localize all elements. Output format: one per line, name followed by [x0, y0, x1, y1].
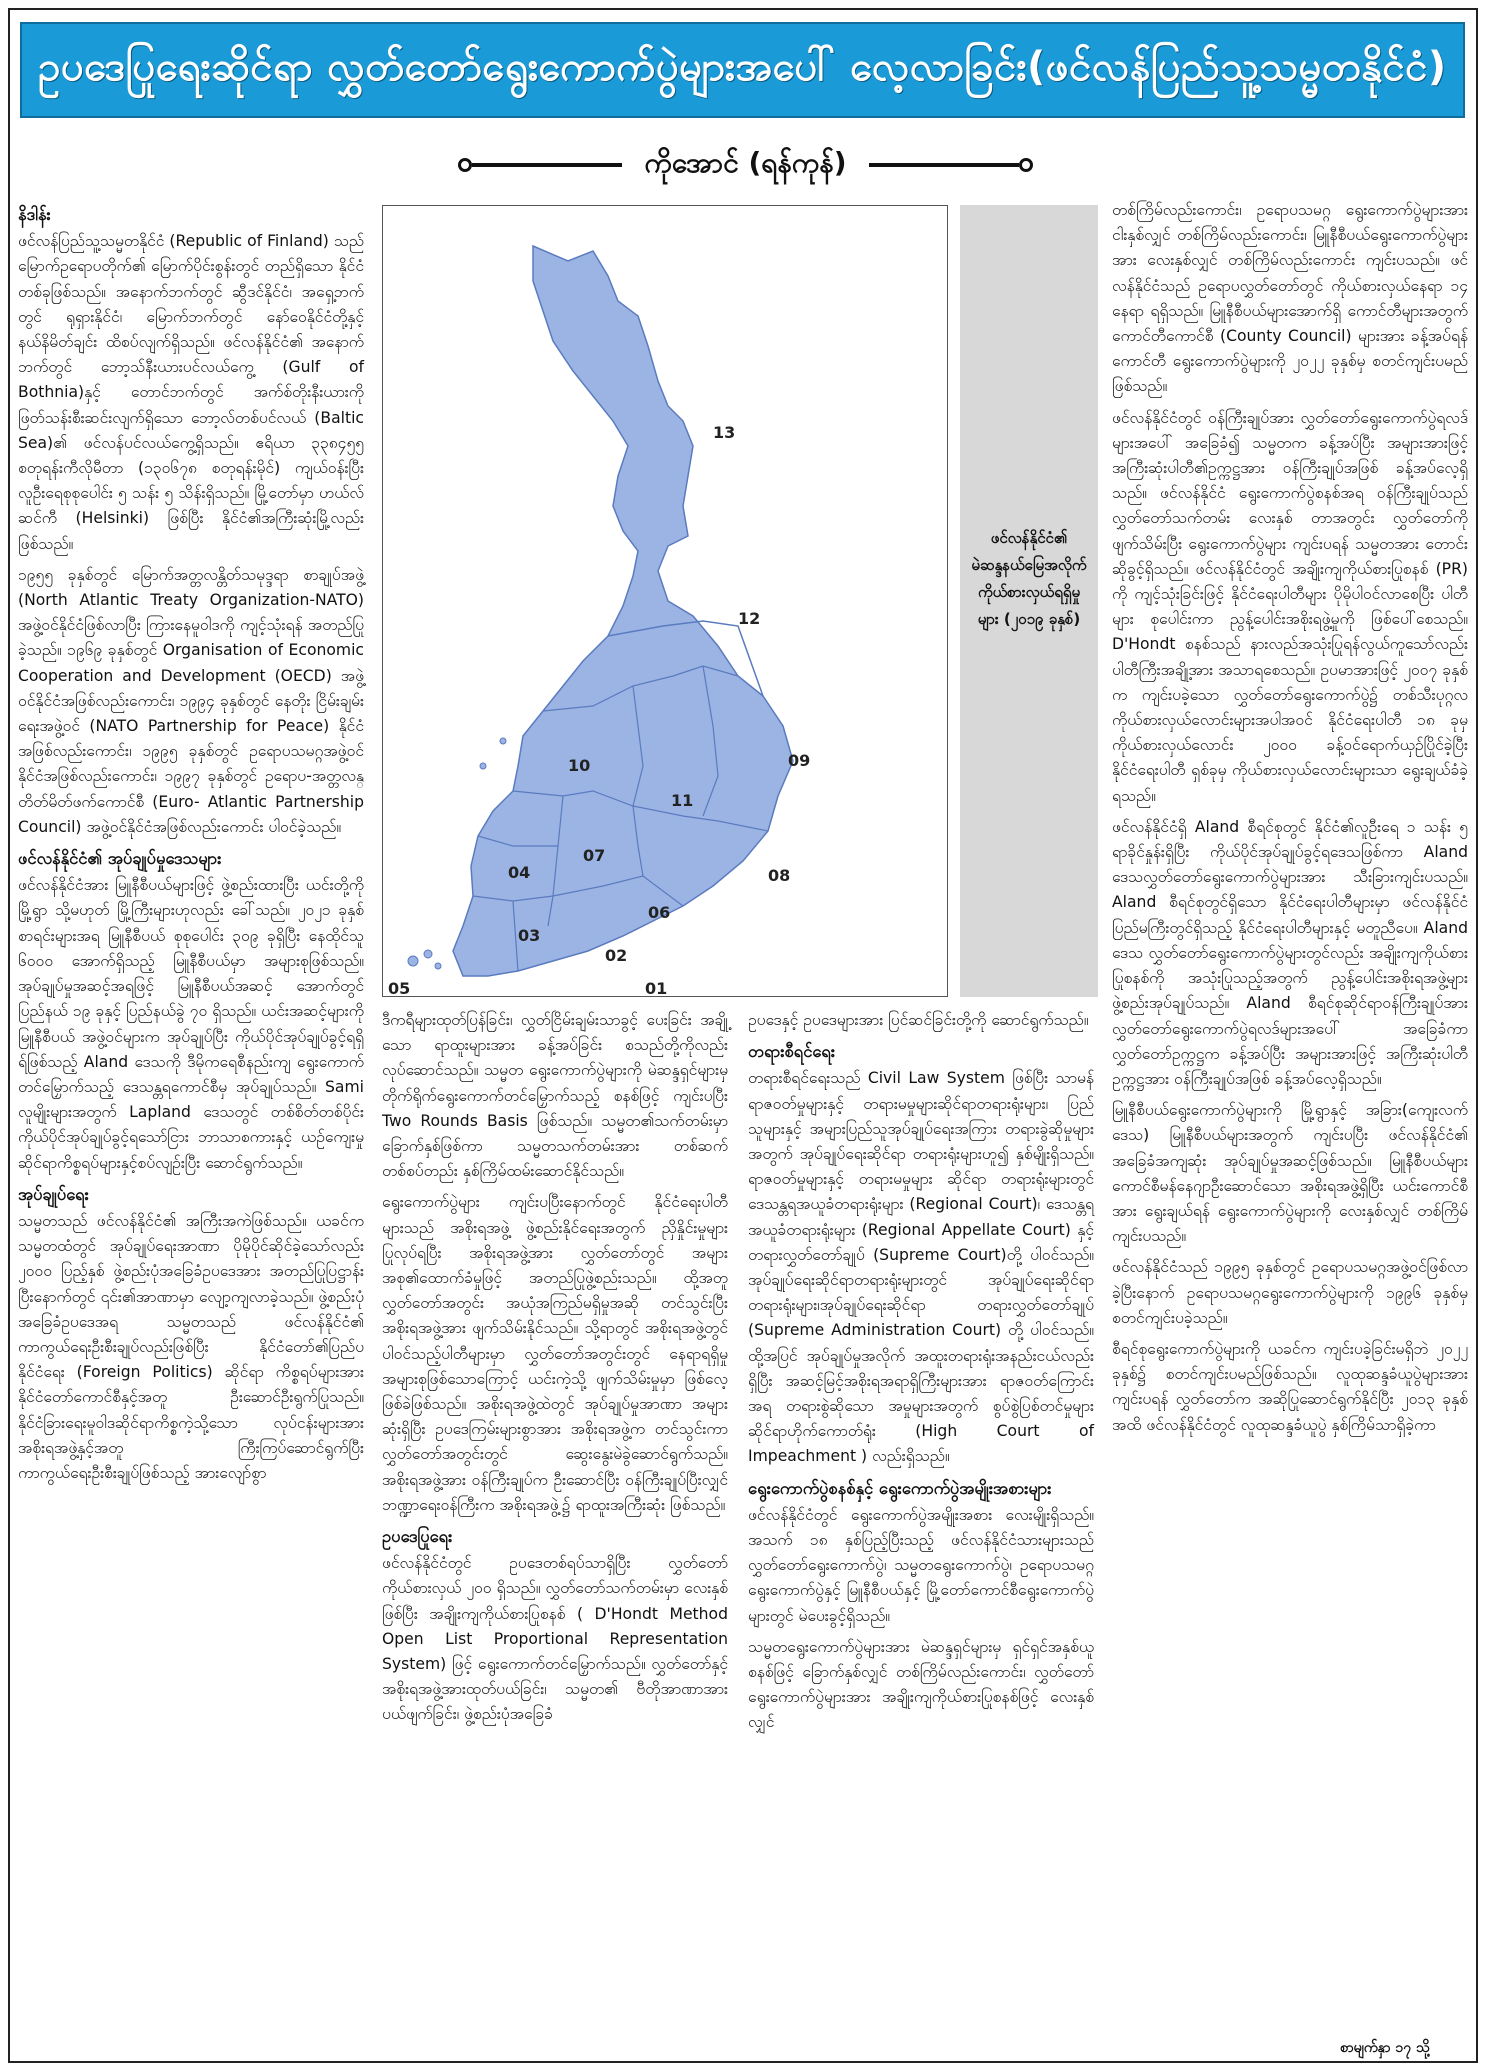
- section-heading: ရွေးကောက်ပွဲစနစ်နှင့် ရွေးကောက်ပွဲအမျိုးအစားများ: [748, 1478, 1052, 1498]
- text-column-4: [1112, 198, 1468, 1444]
- byline: [0, 140, 1491, 190]
- district-label-01: 01: [645, 979, 668, 998]
- district-label-11: 11: [671, 791, 694, 810]
- district-label-07: 07: [583, 846, 606, 865]
- title-banner: [20, 22, 1465, 118]
- paragraph: ဒီကရီများထုတ်ပြန်ခြင်း၊ လွှတ်ငြိမ်းချမ်းသာခွင့် ပေးခြင်း အချို့သော ရာထူးများအား ခန့်အပ်ခြင်း စသည်တို့ကိုလည်း လုပ်ဆောင်သည်။ သမ္မတ ရွေးကောက်ပွဲများကို မဲဆန္ဒရှင်များမှ တိုက်ရိုက်ရွေးကောက်တင်မြှောက်သည့် စနစ်ဖြင့် ကျင်းပပြီး Two Rounds Basis ဖြစ်သည်။ သမ္မတ၏သက်တမ်းမှာ ခြောက်နှစ်ဖြစ်ကာ သမ္မတသက်တမ်းအား တစ်ဆက်တစ်စပ်တည်း နှစ်ကြိမ်ထမ်းဆောင်နိုင်သည်။: [382, 1011, 728, 1181]
- paragraph: ဥပဒေနှင့် ဥပဒေများအား ပြင်ဆင်ခြင်းတို့ကို ဆောင်ရွက်သည်။: [748, 1011, 1089, 1029]
- paragraph: စီရင်စုရွေးကောက်ပွဲများကို ယခင်က ကျင်းပခဲ့ခြင်းမရှိဘဲ ၂၀၂၂ ခုနှစ်၌ စတင်ကျင်းပမည်ဖြစ်သည်။ လူထုဆန္ဒခံယူပွဲများအား ကျင်းပရန် လွှတ်တော်က အဆိုပြုဆောင်ရွက်နိုင်ပြီး ၂၀၁၃ ခုနှစ်အထိ ဖင်လန်နိုင်ငံတွင် လူထုဆန္ဒခံယူပွဲ နှစ်ကြိမ်သာရှိခဲ့ကာ: [1112, 1339, 1468, 1434]
- island-dot: [424, 950, 432, 958]
- district-label-13: 13: [713, 423, 736, 442]
- paragraph: ဖင်လန်နိုင်ငံတွင် ဝန်ကြီးချုပ်အား လွှတ်တော်ရွေးကောက်ပွဲရလဒ်များအပေါ် အခြေခံ၍ သမ္မတက ခန့်အပ်ပြီး အများအားဖြင့် အကြီးဆုံးပါတီ၏ဥက္ကဋ္ဌအား ဝန်ကြီးချုပ်အဖြစ် ခန့်အပ်လေ့ရှိသည်။ ဖင်လန်နိုင်ငံ ရွေးကောက်ပွဲစနစ်အရ ဝန်ကြီးချုပ်သည် လွှတ်တော်သက်တမ်း လေးနှစ် တာအတွင်း လွှတ်တော်ကို ဖျက်သိမ်းပြီး ရွေးကောက်ပွဲများ ကျင်းပရန် သမ္မတအား တောင်းဆိုခွင့်ရှိသည်။ ဖင်လန်နိုင်ငံတွင် အချိုးကျကိုယ်စားပြုစနစ် (PR) ကို ကျင့်သုံးခြင်းဖြင့် နိုင်ငံရေးပါတီများ ပိုမိုပါဝင်လာစေပြီး ပါတီများ စုပေါင်းကာ ညွန့်ပေါင်းအစိုးရဖွဲ့မှုကို ဖြစ်ပေါ်စေသည်။ D'Hondt စနစ်သည် နားလည်အသုံးပြုရန်လွယ်ကူသော်လည်း ပါတီကြီးအချို့အား အသာရစေသည်။ ဥပမာအားဖြင့် ၂၀၀၇ ခုနှစ်က ကျင်းပခဲ့သော လွှတ်တော်ရွေးကောက်ပွဲ၌ တစ်သီးပုဂ္ဂလကိုယ်စားလှယ်လောင်းများအပါအဝင် နိုင်ငံရေးပါတီ ၁၈ ခုမှ ကိုယ်စားလှယ်လောင်း ၂၀၀၀ ခန့်ဝင်ရောက်ယှဉ်ပြိုင်ခဲ့ပြီး နိုင်ငံရေးပါတီ ရှစ်ခုမှ ကိုယ်စားလှယ်လောင်းများသာ ရွေးချယ်ခံခဲ့ရသည်။: [1112, 408, 1468, 805]
- paragraph: ဖင်လန်နိုင်ငံတွင် ဥပဒေတစ်ရပ်သာရှိပြီး လွှတ်တော်ကိုယ်စားလှယ် ၂၀၀ ရှိသည်။ လွှတ်တော်သက်တမ်းမှာ လေးနှစ်ဖြစ်ပြီး အချိုးကျကိုယ်စားပြုစနစ် ( D'Hondt Method Open List Proportional Representation System) ဖြင့် ရွေးကောက်တင်မြှောက်သည်။ လွှတ်တော်နှင့် အစိုးရအဖွဲ့အားထုတ်ပယ်ခြင်း၊ သမ္မတ၏ ဗီတိုအာဏာအား ပယ်ဖျက်ခြင်း၊ ဖွဲ့စည်းပုံအခြေခံ: [382, 1554, 728, 1724]
- district-label-02: 02: [605, 946, 628, 965]
- paragraph: ဖင်လန်နိုင်ငံရှိ Aland စီရင်စုတွင် နိုင်ငံ၏လူဦးရေ ၁ သန်း ၅ ရာခိုင်နှုန်းရှိပြီး ကိုယ်ပိုင်အုပ်ချုပ်ခွင့်ရဒေသဖြစ်ကာ Aland ဒေသလွှတ်တော်ရွေးကောက်ပွဲများအား သီးခြားကျင်းပသည်။ Aland စီရင်စုတွင်ရှိသော နိုင်ငံရေးပါတီများမှာ ဖင်လန်နိုင်ငံ ပြည်မကြီးတွင်ရှိသည့် နိုင်ငံရေးပါတီများနှင့် မတူညီပေ။ Aland ဒေသ လွှတ်တော်ရွေးကောက်ပွဲများတွင်လည်း အချိုးကျကိုယ်စားပြုစနစ်ကို အသုံးပြုသည့်အတွက် ညွန့်ပေါင်းအစိုးရအဖွဲ့များ ဖွဲ့စည်းအုပ်ချုပ်သည်။ Aland စီရင်စုဆိုင်ရာဝန်ကြီးချုပ်အား လွှတ်တော်ရွေးကောက်ပွဲရလဒ်များအပေါ် အခြေခံကာ လွှတ်တော်ဥက္ကဋ္ဌက ခန့်အပ်ပြီး အများအားဖြင့် အကြီးဆုံးပါတီဥက္ကဋ္ဌအား ဝန်ကြီးချုပ်အဖြစ် ခန့်အပ်လေ့ရှိသည်။: [1112, 817, 1468, 1088]
- paragraph: သမ္မတသည် ဖင်လန်နိုင်ငံ၏ အကြီးအကဲဖြစ်သည်။ ယခင်က သမ္မတထံတွင် အုပ်ချုပ်ရေးအာဏာ ပိုမိုပိုင်ဆိုင်ခဲ့သော်လည်း ၂၀၀၀ ပြည့်နှစ် ဖွဲ့စည်းပုံအခြေခံဥပဒေအား အတည်ပြုပြဋ္ဌာန်းပြီးနောက်တွင် ၎င်း၏အာဏာမှာ လျော့ကျလာခဲ့သည်။ ဖွဲ့စည်းပုံအခြေခံဥပဒေအရ သမ္မတသည် ဖင်လန်နိုင်ငံ၏ ကာကွယ်ရေးဦးစီးချုပ်လည်းဖြစ်ပြီး နိုင်ငံတော်၏ပြည်ပနိုင်ငံရေး (Foreign Politics) ဆိုင်ရာ ကိစ္စရပ်များအား နိုင်ငံတော်ကောင်စီနှင့်အတူ ဦးဆောင်ဦးရွက်ပြုသည်။ နိုင်ငံခြားရေးမူဝါဒဆိုင်ရာကိစ္စကဲ့သို့သော လုပ်ငန်းများအား အစိုးရအဖွဲ့နှင့်အတူ ကြီးကြပ်ဆောင်ရွက်ပြီး ကာကွယ်ရေးဦးစီးချုပ်ဖြစ်သည့် အားလျော်စွာ: [18, 1211, 364, 1482]
- text-column-2: [382, 1008, 728, 1734]
- district-label-03: 03: [518, 926, 541, 945]
- paragraph: ရွေးကောက်ပွဲများ ကျင်းပပြီးနောက်တွင် နိုင်ငံရေးပါတီများသည် အစိုးရအဖွဲ့ ဖွဲ့စည်းနိုင်ရေးအတွက် ညှိနှိုင်းမှုများပြုလုပ်ရပြီး အစိုးရအဖွဲ့အား လွှတ်တော်တွင် အများအစု၏ထောက်ခံမှုဖြင့် အတည်ပြုဖွဲ့စည်းသည်။ ထို့အတူ လွှတ်တော်အတွင်း အယုံအကြည်မရှိမှုအဆို တင်သွင်းပြီး အစိုးရအဖွဲ့အား ဖျက်သိမ်းနိုင်သည်။ သို့ရာတွင် အစိုးရအဖွဲ့တွင် ပါဝင်သည့်ပါတီများမှာ လွှတ်တော်အတွင်းတွင် နေရာရရှိမှု အများစုဖြစ်သောကြောင့် ယင်းကဲ့သို့ ဖျက်သိမ်းမှုမှာ ဖြစ်လေ့ဖြစ်ခဲဖြစ်သည်။ အစိုးရအဖွဲ့ထဲတွင် အုပ်ချုပ်မှုအာဏာ အများဆုံးရှိပြီး ဥပဒေကြမ်းများစွာအား အစိုးရအဖွဲ့က တင်သွင်းကာ လွှတ်တော်အတွင်းတွင် ဆွေးနွေးမဲခွဲဆောင်ရွက်သည်။ အစိုးရအဖွဲ့အား ဝန်ကြီးချုပ်က ဦးဆောင်ပြီး ဝန်ကြီးချုပ်ပြီးလျှင် ဘဏ္ဍာရေးဝန်ကြီးက အစိုးရအဖွဲ့၌ ရာထူးအကြီးဆုံး ဖြစ်သည်။: [382, 1193, 728, 1514]
- paragraph: ဖင်လန်နိုင်ငံအား မြူနီစီပယ်များဖြင့် ဖွဲ့စည်းထားပြီး ယင်းတို့ကို မြို့ရွာ သို့မဟုတ် မြို့ကြီးများဟုလည်း ခေါ်သည်။ ၂၀၂၁ ခုနှစ်စာရင်းများအရ မြူနီစီပယ် စုစုပေါင်း ၃၀၉ ခုရှိပြီး နေထိုင်သူ ၆၀၀၀ အောက်ရှိသည့် မြူနီစီပယ်မှာ အများစုဖြစ်သည်။ အုပ်ချုပ်မှုအဆင့်အရဖြင့် မြူနီစီပယ်အဆင့် အောက်တွင် ပြည်နယ် ၁၉ ခုနှင့် ပြည်နယ်ခွဲ ၇၀ ရှိသည်။ ယင်းအဆင့်များကို မြူနီစီပယ် အဖွဲ့ဝင်များက အုပ်ချုပ်ပြီး ကိုယ်ပိုင်အုပ်ချုပ်ခွင့်ရရှိရ်ဖြစ်သည့် Aland ဒေသကို ဒီမိုကရေစီနည်းကျ ရွေးကောက်တင်မြှောက်သည့် ဒေသန္တရကောင်စီမှ အုပ်ချုပ်သည်။ Sami လူမျိုးများအတွက် Lapland ဒေသတွင် တစ်စိတ်တစ်ပိုင်းကိုယ်ပိုင်အုပ်ချုပ်ခွင့်ရသော်ငြား ဘာသာစကားနှင့် ယဉ်ကျေးမှုဆိုင်ရာကိစ္စရပ်များနှင့်စပ်လျဉ်းပြီး ဆောင်ရွက်သည်။: [18, 876, 364, 1172]
- district-label-09: 09: [788, 751, 811, 770]
- district-label-04: 04: [508, 863, 531, 882]
- section-heading: ဖင်လန်နိုင်ငံ၏ အုပ်ချုပ်မှုဒေသများ: [18, 849, 222, 869]
- paragraph: တစ်ကြိမ်လည်းကောင်း၊ ဥရောပသမဂ္ဂ ရွေးကောက်ပွဲများအား ငါးနှစ်လျှင် တစ်ကြိမ်လည်းကောင်း၊ မြူနီစီပယ်ရွေးကောက်ပွဲများအား လေးနှစ်လျှင် တစ်ကြိမ်လည်းကောင်း ကျင်းပသည်။ ဖင်လန်နိုင်ငံသည် ဥရောပလွှတ်တော်တွင် ကိုယ်စားလှယ်နေရာ ၁၄ နေရာ ရရှိသည်။ မြူနီစီပယ်များအောက်ရှိ ကောင်တီများအတွက် ကောင်တီကောင်စီ (County Council) များအား ခန့်အပ်ရန် ကောင်တီ ရွေးကောက်ပွဲများကို ၂၀၂၂ ခုနှစ်မှ စတင်ကျင်းပမည်ဖြစ်သည်။: [1112, 201, 1468, 396]
- article-title: ဥပဒေပြုရေးဆိုင်ရာ လွှတ်တော်ရွေးကောက်ပွဲများအပေါ် လေ့လာခြင်း(ဖင်လန်ပြည်သူ့သမ္မတနိုင်ငံ): [38, 43, 1447, 90]
- island-dot: [408, 956, 418, 966]
- byline-ornament-left: [458, 158, 622, 172]
- island-dot: [500, 738, 506, 744]
- island-dot: [435, 963, 441, 969]
- paragraph: မြူနီစီပယ်ရွေးကောက်ပွဲများကို မြို့ရွာနှင့် အခြား(ကျေးလက်ဒေသ) မြူနီစီပယ်များအတွက် ကျင်းပပြီး ဖင်လန်နိုင်ငံ၏ အခြေခံအကျဆုံး အုပ်ချုပ်မှုအဆင့်ဖြစ်သည်။ မြူနီစီပယ်များ ကောင်စီမန်နေဂျာဦးဆောင်သော အစိုးရအဖွဲ့ရှိပြီး ယင်းကောင်စီအား ရွေးချယ်ရန် ရွေးကောက်ပွဲများကို လေးနှစ်လျှင် တစ်ကြိမ်ကျင်းပသည်။: [1112, 1101, 1468, 1246]
- map-caption-box: [960, 205, 1098, 997]
- section-heading: ဥပဒေပြုရေး: [382, 1527, 453, 1547]
- electoral-districts: [408, 246, 793, 976]
- district-label-10: 10: [568, 756, 591, 775]
- paragraph: တရားစီရင်ရေးသည် Civil Law System ဖြစ်ပြီး သာမန်ရာဇဝတ်မှုများနှင့် တရားမမှုများဆိုင်ရာတရားရုံးများ၊ ပြည်သူများနှင့် အများပြည်သူအုပ်ချုပ်ရေးအကြား တရားခွဲဆိုမှုများ အတွက် အုပ်ချုပ်ရေးဆိုင်ရာ တရားရုံးများဟူ၍ နှစ်မျိုးရှိသည်။ ရာဇဝတ်မှုများနှင့် တရားမမှုများ ဆိုင်ရာ တရားရုံးများတွင် ဒေသန္တရအယူခံတရားရုံးများ (Regional Court)၊ ဒေသန္တရအယူခံတရားရုံးများ (Regional Appellate Court) နှင့် တရားလွှတ်တော်ချုပ် (Supreme Court)တို့ ပါဝင်သည်။ အုပ်ချုပ်ရေးဆိုင်ရာတရားရုံးများတွင် အုပ်ချုပ်ရေးဆိုင်ရာ တရားရုံးများ၊အုပ်ချုပ်ရေးဆိုင်ရာ တရားလွှတ်တော်ချုပ် (Supreme Administration Court) တို့ ပါဝင်သည်။ ထို့အပြင် အုပ်ချုပ်မှုအလိုက် အထူးတရားရုံးအနည်းငယ်လည်းရှိပြီး အဆင့်မြင့်အစိုးရအရာရှိကြီးများအား ရာဇဝတ်ကြောင်းအရ တရားစွဲဆိုသော အမှုများအတွက် စွပ်စွဲပြစ်တင်မှုများဆိုင်ရာဟိုက်ကောတ်ရုံး (High Court of Impeachment ) လည်းရှိသည်။: [748, 1069, 1094, 1466]
- paragraph: သမ္မတရွေးကောက်ပွဲများအား မဲဆန္ဒရှင်များမှ ရှင်ရှင်အနှစ်ယူစနစ်ဖြင့် ခြောက်နှစ်လျှင် တစ်ကြိမ်လည်းကောင်း၊ လွှတ်တော်ရွေးကောက်ပွဲများအား အချိုးကျကိုယ်စားပြုစနစ်ဖြင့် လေးနှစ်လျှင်: [748, 1637, 1094, 1732]
- finland-map: [382, 205, 948, 997]
- continued-note: စာမျက်နှာ ၁၇ သို့: [1340, 2040, 1430, 2056]
- paragraph: ဖင်လန်နိုင်ငံတွင် ရွေးကောက်ပွဲအမျိုးအစား လေးမျိုးရှိသည်။ အသက် ၁၈ နှစ်ပြည့်ပြီးသည့် ဖင်လန်နိုင်ငံသားများသည် လွှတ်တော်ရွေးကောက်ပွဲ၊ သမ္မတရွေးကောက်ပွဲ၊ ဥရောပသမဂ္ဂရွေးကောက်ပွဲနှင့် မြူနီစီပယ်နှင့် မြို့တော်ကောင်စီရွေးကောက်ပွဲများတွင် မဲပေးခွင့်ရှိသည်။: [748, 1505, 1094, 1625]
- text-column-1: [18, 198, 364, 1492]
- district-label-12: 12: [738, 609, 761, 628]
- text-column-3: [748, 1008, 1094, 1742]
- section-heading: တရားစီရင်ရေး: [748, 1042, 836, 1062]
- finland-map-svg: [383, 206, 948, 997]
- paragraph: ဖင်လန်နိုင်ငံသည် ၁၉၉၅ ခုနှစ်တွင် ဥရောပသမဂ္ဂအဖွဲ့ဝင်ဖြစ်လာခဲ့ပြီးနောက် ဥရောပသမဂ္ဂရွေးကောက်ပွဲများကို ၁၉၉၆ ခုနှစ်မှ စတင်ကျင်းပခဲ့သည်။: [1112, 1258, 1468, 1327]
- author-name: ကိုအောင် (ရန်ကုန်): [644, 146, 847, 179]
- paragraph: ၁၉၅၅ ခုနှစ်တွင် မြောက်အတ္တလန္တိတ်သမုဒ္ဒရာ စာချုပ်အဖွဲ့ (North Atlantic Treaty Organization-NATO) အဖွဲ့ဝင်နိုင်ငံဖြစ်လာပြီး ကြားနေမူဝါဒကို ကျင့်သုံးရန် အတည်ပြုခဲ့သည်။ ၁၉၆၉ ခုနှစ်တွင် Organisation of Economic Cooperation and Development (OECD) အဖွဲ့ဝင်နိုင်ငံအဖြစ်လည်းကောင်း၊ ၁၉၉၄ ခုနှစ်တွင် နေတိုး ငြိမ်းချမ်းရေးအဖွဲ့ဝင် (NATO Partnership for Peace) နိုင်ငံအဖြစ်လည်းကောင်း၊ ၁၉၉၅ ခုနှစ်တွင် ဥရောပသမဂ္ဂအဖွဲ့ဝင်နိုင်ငံအဖြစ်လည်းကောင်း၊ ၁၉၉၇ ခုနှစ်တွင် ဥရောပ-အတ္တလန္တိတ်မိတ်ဖက်ကောင်စီ (Euro- Atlantic Partnership Council) အဖွဲ့ဝင်နိုင်ငံအဖြစ်လည်းကောင်း ပါဝင်ခဲ့သည်။: [18, 565, 364, 836]
- island-dot: [480, 763, 486, 769]
- section-heading: အုပ်ချုပ်ရေး: [18, 1184, 89, 1204]
- paragraph: ဖင်လန်ပြည်သူ့သမ္မတနိုင်ငံ (Republic of Finland) သည် မြောက်ဥရောပတိုက်၏ မြောက်ပိုင်းစွန်းတွင် တည်ရှိသော နိုင်ငံတစ်ခုဖြစ်သည်။ အနောက်ဘက်တွင် ဆွီဒင်နိုင်ငံ၊ အရှေ့ဘက်တွင် ရုရှားနိုင်ငံ၊ မြောက်ဘက်တွင် နော်ဝေနိုင်ငံတို့နှင့် နယ်နိမိတ်ချင်း ထိစပ်လျက်ရှိသည်။ ဖင်လန်နိုင်ငံ၏ အနောက်ဘက်တွင် ဘော့သ်နီးယားပင်လယ်ကွေ့ (Gulf of Bothnia)နှင့် တောင်ဘက်တွင် အက်စ်တိုးနီးယားကို ဖြတ်သန်းစီးဆင်းလျက်ရှိသော ဘော့လ်တစ်ပင်လယ် (Baltic Sea)၏ ဖင်လန်ပင်လယ်ကွေ့ရှိသည်။ ဧရိယာ ၃၃၈၄၅၅ စတုရန်းကီလိုမီတာ (၁၃၀၆၇၈ စတုရန်းမိုင်) ကျယ်ဝန်းပြီး လူဦးရေစုစုပေါင်း ၅ သန်း ၅ သိန်းရှိသည်။ မြို့တော်မှာ ဟယ်လ်ဆင်ကီ (Helsinki) ဖြစ်ပြီး နိုင်ငံ၏အကြီးဆုံးမြို့လည်းဖြစ်သည်။: [18, 232, 364, 553]
- district-label-08: 08: [768, 866, 791, 885]
- byline-ornament-right: [869, 158, 1033, 172]
- district-label-05: 05: [388, 979, 411, 998]
- map-caption: ဖင်လန်နိုင်ငံ၏ မဲဆန္ဒနယ်မြေအလိုက် ကိုယ်စားလှယ်ရရှိမှုများ (၂၀၁၉ ခုနှစ်): [971, 529, 1087, 628]
- section-heading: နိဒါန်း: [18, 205, 51, 224]
- district-label-06: 06: [648, 903, 671, 922]
